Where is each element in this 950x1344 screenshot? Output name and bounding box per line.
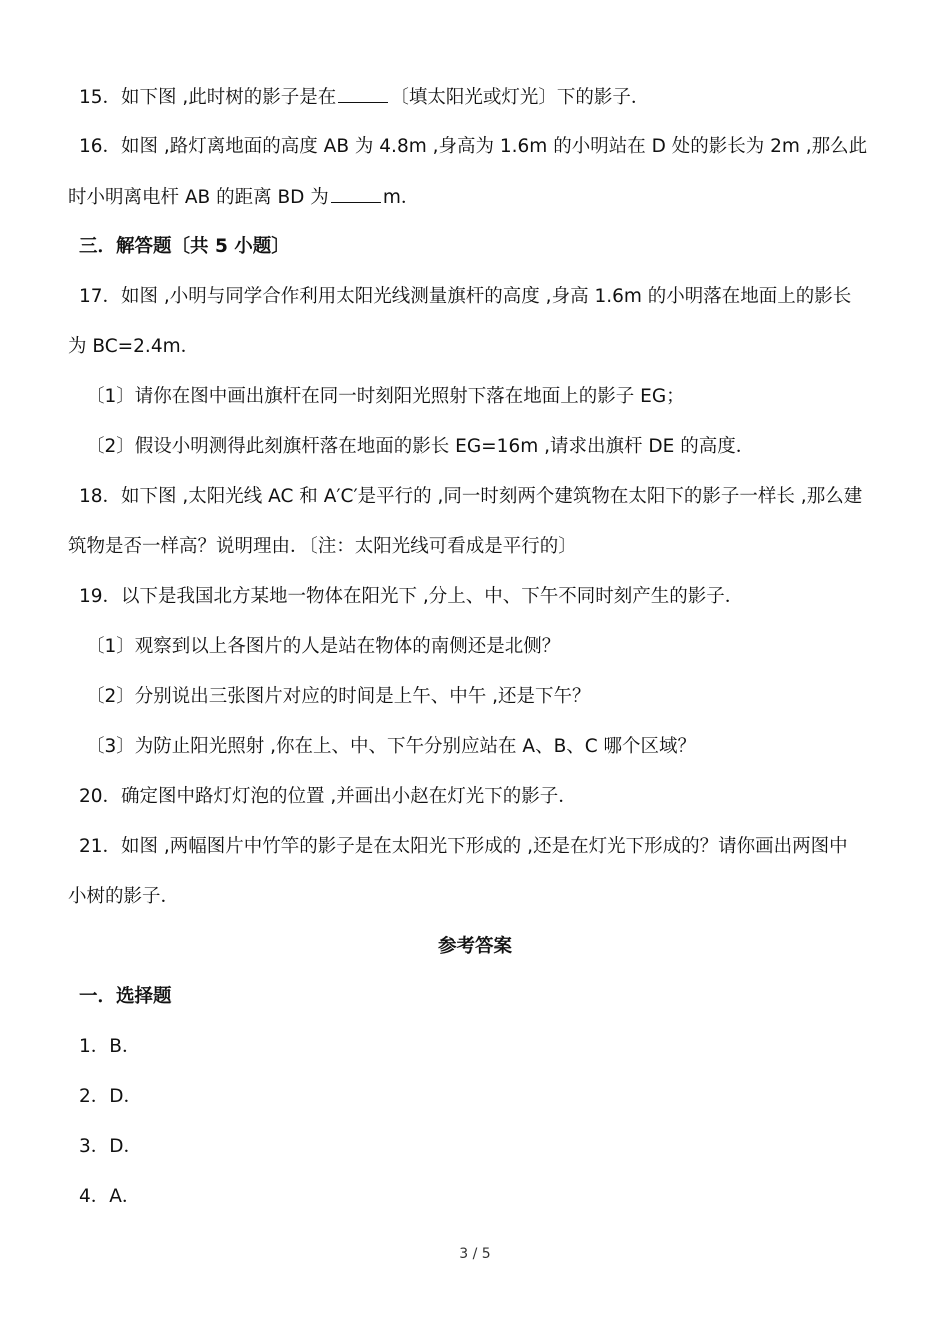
question-19-part-3: 〔3〕为防止阳光照射 ,你在上、中、下午分别应站在 A、B、C 哪个区域？ (86, 736, 697, 757)
answer-item: 2．D． (79, 1086, 143, 1107)
question-16-line-1: 16．如图 ,路灯离地面的高度 AB 为 4.8m ,身高为 1.6m 的小明站在 D 处的影长为 2m ,那么此 (79, 136, 868, 157)
section-heading-1: 一．选择题 (79, 986, 172, 1007)
question-19-part-1: 〔1〕观察到以上各图片的人是站在物体的南侧还是北侧？ (86, 636, 561, 657)
answer-item: 1．B． (79, 1036, 141, 1057)
question-20: 20．确定图中路灯灯泡的位置 ,并画出小赵在灯光下的影子． (79, 786, 577, 807)
answer-blank (331, 184, 381, 203)
page-number: 3 / 5 (459, 1246, 491, 1262)
question-19-part-2: 〔2〕分别说出三张图片对应的时间是上午、中午 ,还是下午？ (86, 686, 591, 707)
question-16-line-2: 时小明离电杆 AB 的距离 BD 为 m． (68, 184, 888, 211)
question-18-line-1: 18．如下图 ,太阳光线 AC 和 A′C′是平行的 ,同一时刻两个建筑物在太阳下的影子一样长 ,那么建 (79, 486, 863, 507)
question-17-part-2: 〔2〕假设小明测得此刻旗杆落在地面的影长 EG=16m ,请求出旗杆 DE 的高度． (86, 436, 755, 457)
question-17-line-2: 为 BC=2.4m． (68, 336, 200, 357)
question-15: 15．如下图 ,此时树的影子是在 〔填太阳光或灯光〕下的影子． (79, 84, 899, 111)
answers-title: 参考答案 (437, 936, 512, 957)
answer-blank (338, 84, 388, 103)
question-21-line-1: 21．如图 ,两幅图片中竹竿的影子是在太阳光下形成的 ,还是在灯光下形成的？请你画出两图中 (79, 836, 848, 857)
answer-item: 4．A． (79, 1186, 141, 1207)
question-21-line-2: 小树的影子． (68, 886, 180, 907)
question-17-line-1: 17．如图 ,小明与同学合作利用太阳光线测量旗杆的高度 ,身高 1.6m 的小明落在地面上的影长 (79, 286, 852, 307)
question-17-part-1: 〔1〕请你在图中画出旗杆在同一时刻阳光照射下落在地面上的影子 EG； (86, 386, 685, 407)
question-19-line-1: 19．以下是我国北方某地一物体在阳光下 ,分上、中、下午不同时刻产生的影子． (79, 586, 744, 607)
answer-item: 3．D． (79, 1136, 143, 1157)
section-heading-3: 三．解答题〔共 5 小题〕 (79, 236, 290, 257)
question-18-line-2: 筑物是否一样高？说明理由．〔注：太阳光线可看成是平行的〕 (68, 536, 577, 557)
